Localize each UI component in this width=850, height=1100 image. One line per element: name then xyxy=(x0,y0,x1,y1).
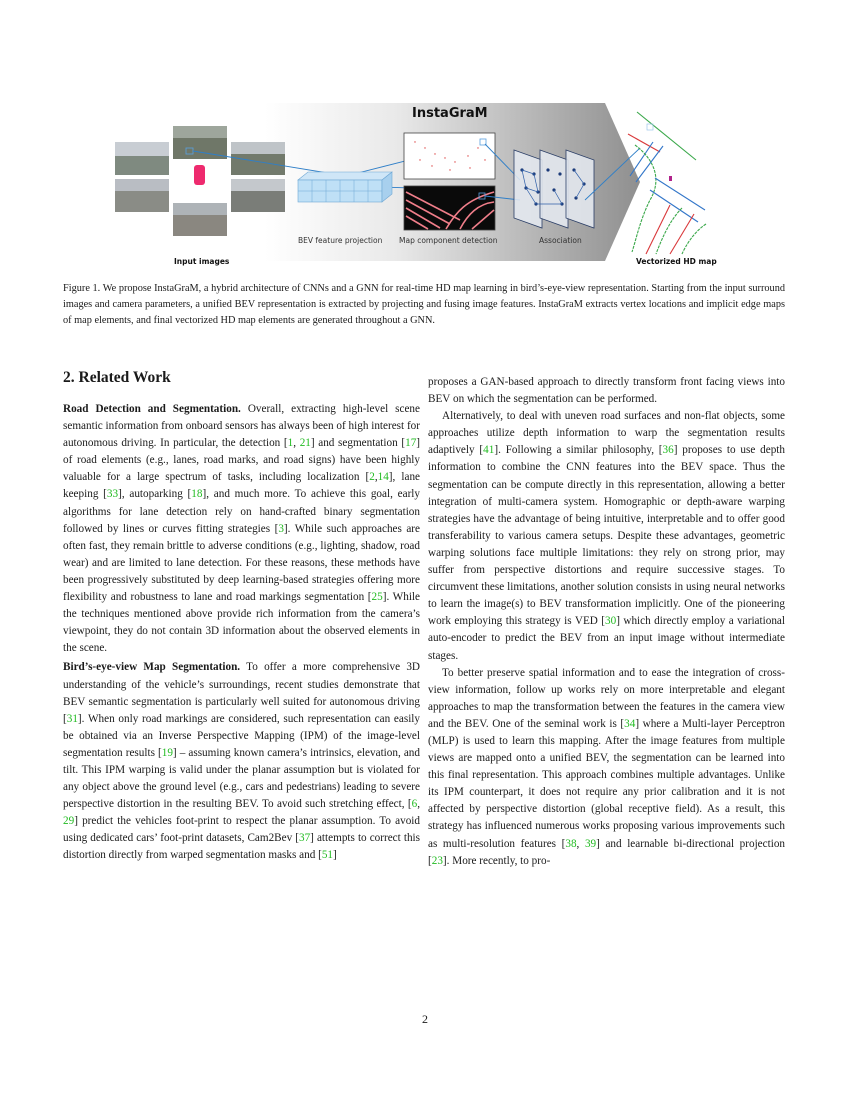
citation-link[interactable]: 18 xyxy=(191,488,203,501)
citation-link[interactable]: 37 xyxy=(298,832,311,845)
citation-link[interactable]: 36 xyxy=(662,444,674,457)
right-column xyxy=(428,374,785,870)
citation-link[interactable]: 31 xyxy=(66,712,78,725)
citation-link[interactable]: 3 xyxy=(278,522,284,535)
figure-caption: Figure 1. We propose InstaGraM, a hybrid architecture of CNNs and a GNN for real-time HD map learning in bird’s-eye-view representation. Starting from the input surround images and camera parameters, a unified BEV representation is extracted by projecting and fusing image features. InstaGraM extracts vertex locations and implicit edge maps of map elements, and final vectorized HD map elements are generated throughout a GNN. xyxy=(63,283,785,327)
left-column xyxy=(63,368,420,865)
bev-feature-grid xyxy=(298,172,392,202)
citation-link[interactable]: 14 xyxy=(377,471,389,484)
citation-link[interactable]: 6 xyxy=(411,798,418,811)
citation-link[interactable]: 29 xyxy=(63,815,75,828)
citation-link[interactable]: 23 xyxy=(431,854,443,867)
paragraph-depth-warping: Alternatively, to deal with uneven road surfaces and non-flat objects, some approaches utilize depth information to warp the segmentation results adaptively [41]. Following a similar philosophy, [36] proposes to use depth information to combine the CNN features into the BEV space. Thus the segmentation can be compute directly in this representation, allowing a better integration of multi-camera system. Homographic or depth-aware warping strategies have the advantage of being intuitive, interpretable and to offer good transferability to various camera setups. Despite these advantages, geometric warping solutions face multiple limitations: they rely on strong prior, may suffer from perspective distortions and require successive stages. To circumvent these limitations, another solution consists in using neural networks to learn the image(s) to BEV transformation implicitly. One of the pioneering work employing this strategy is VED [30] which directly employ a variational auto-encoder to predict the BEV from an input image without intermediate stages. xyxy=(428,410,785,662)
page-number: 2 xyxy=(422,1012,428,1026)
citation-link[interactable]: 39 xyxy=(584,837,597,850)
citation-link[interactable]: 38 xyxy=(565,837,577,850)
section-title: 2. Related Work xyxy=(63,369,171,386)
vectorized-hd-map xyxy=(628,112,706,254)
paragraph-continued: proposes a GAN-based approach to directly transform front facing views into BEV on which the segmentation can be performed. xyxy=(428,376,785,406)
label-input-images: Input images xyxy=(174,257,230,266)
paragraph-road-detection: Road Detection and Segmentation. Overall, extracting high-level scene semantic information from onboard sensors has always been of high interest for autonomous driving. In particular, the detection [1, 21] and segmentation [17] of road elements (e.g., lanes, road marks, and road signs) have been highly valuable for a large spectrum of tasks, including localization [2,14], lane keeping [33], autoparking [18], and much more. To achieve this goal, early algorithms for lane detection rely on hand-crafted binary segmentation followed by lines or curves fitting strategies [3]. While such approaches are often fast, they remain brittle to adverse conditions (e.g., lighting, shadow, road wear) and are limited to lane detection. For these reasons, these methods have been progressively substituted by deep learning-based strategies offering more flexibility and robustness to lane and road markings segmentation [25]. While the techniques mentioned above provide rich information from the camera’s viewpoint, they do not contain 3D information about the observed elements in the scene. xyxy=(63,403,421,655)
citation-link[interactable]: 33 xyxy=(106,488,119,501)
citation-link[interactable]: 25 xyxy=(371,591,383,604)
paragraph-cross-view: To better preserve spatial information and to ease the integration of cross-view information, follow up works rely on more interpretable and elegant approaches to map the transformation between the features in the camera view and the BEV. One of the seminal work is [34] where a Multi-layer Perceptron (MLP) is used to learn this mapping. After the image features from multiple views are mapped onto a unified BEV, the segmentation can be learned into this final representation. This approach combines multiple advantages. Unlike its IPM counterpart, it does not require any prior calibration and it is not affected by perspective distortion (global receptive field). As a result, this strategy has influenced numerous works proposing various improvements such as multi-resolution features [38, 39] and learnable bi-directional projection [23]. More recently, to pro- xyxy=(428,666,786,867)
citation-link[interactable]: 41 xyxy=(483,444,495,457)
citation-link[interactable]: 30 xyxy=(605,615,617,628)
citation-link[interactable]: 21 xyxy=(299,437,311,450)
citation-link[interactable]: 1 xyxy=(287,437,294,450)
label-association: Association xyxy=(539,236,582,245)
figure-title: InstaGraM xyxy=(412,106,488,121)
figure-1 xyxy=(110,100,730,270)
citation-link[interactable]: 34 xyxy=(624,717,636,730)
ego-car-icon xyxy=(194,165,205,185)
label-map-component-detection: Map component detection xyxy=(399,236,498,245)
label-bev-projection: BEV feature projection xyxy=(298,236,383,245)
citation-link[interactable]: 19 xyxy=(161,746,173,759)
paragraph-heading: Road Detection and Segmentation. xyxy=(63,403,241,415)
citation-link[interactable]: 2 xyxy=(369,471,375,484)
label-vectorized-hd-map: Vectorized HD map xyxy=(636,257,717,266)
citation-link[interactable]: 17 xyxy=(405,437,417,450)
graph-planes xyxy=(514,150,594,228)
vertex-map xyxy=(404,133,495,179)
paragraph-heading: Bird’s-eye-view Map Segmentation. xyxy=(63,661,241,674)
paragraph-bev-segmentation: Bird’s-eye-view Map Segmentation. To offer a more comprehensive 3D understanding of the vehicle’s surroundings, recent studies demonstrate that BEV semantic segmentation is particularly well suited for autonomous driving [31]. When only road markings are considered, such representation can easily be obtained via an Inverse Perspective Mapping (IPM) of the image-level segmentation results [19] – assuming known camera’s intrinsics, elevation, and tilt. This IPM warping is valid under the planar assumption but is violated for any object above the ground level (e.g., cars and pedestrians) leading to severe perspective distortion in the resulting BEV. To avoid such stretching effect, [6, 29] predict the vehicles foot-print to respect the planar assumption. To avoid using dedicated cars’ foot-print datasets, Cam2Bev [37] attempts to correct this distortion directly from warped segmentation masks and [51] xyxy=(63,661,421,862)
citation-link[interactable]: 51 xyxy=(321,849,333,862)
